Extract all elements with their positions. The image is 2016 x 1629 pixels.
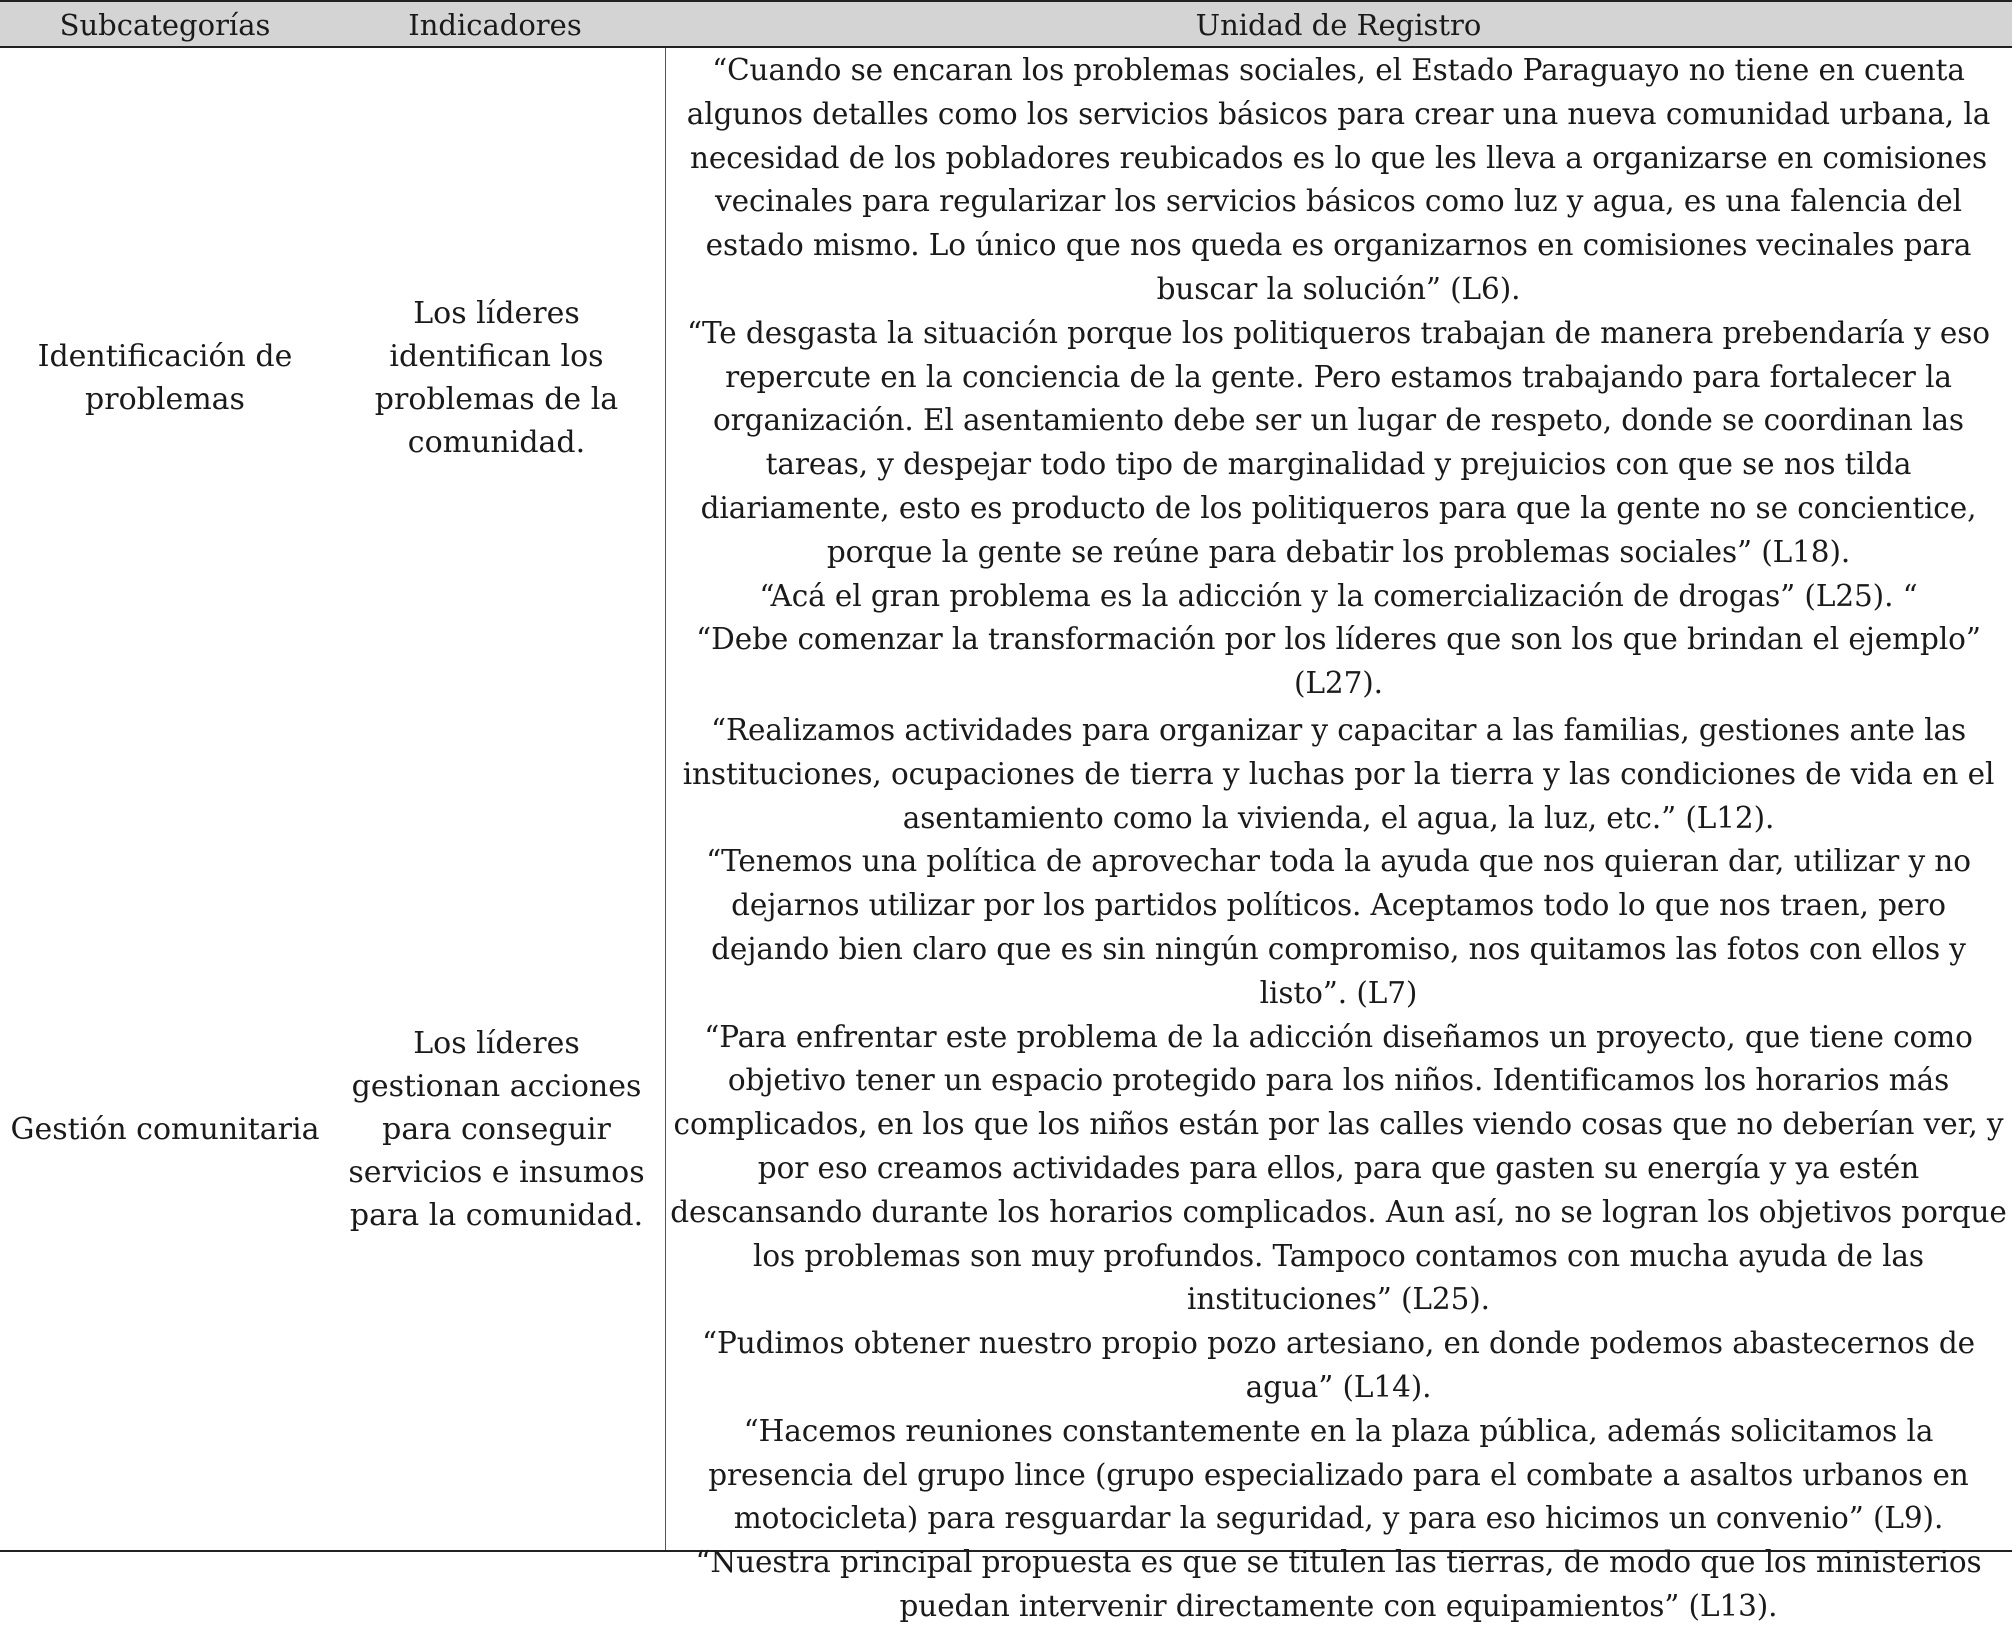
indicador-cell (330, 48, 663, 708)
registro-quote: “Debe comenzar la transformación por los líderes que son los que brindan el ejemplo” (L27). (696, 622, 1981, 701)
registro-quote: “Cuando se encaran los problemas sociales, el Estado Paraguayo no tiene en cuenta algunos detalles como los servicios básicos para crear una nueva comunidad urbana, la necesidad de los pobladores reubicados es lo que les lleva a organizarse en comisiones vecinales para regularizar los servicios básicos como luz y agua, es una falencia del estado mismo. Lo único que nos queda es organizarnos en comisiones vecinales para buscar la solución” (L6). (686, 53, 1991, 306)
header-unidad-de-registro: Unidad de Registro (1195, 8, 1482, 42)
header-subcategorias: Subcategorías (59, 8, 271, 42)
indicador-text: Los líderes identifican los problemas de la comunidad. (374, 296, 619, 460)
registro-quote: “Te desgasta la situación porque los politiqueros trabajan de manera prebendaría y eso repercute en la conciencia de la gente. Pero estamos trabajando para fortalecer la organización. El asentamiento debe ser un lugar de respeto, donde se coordinan las tareas, y despejar todo tipo de marginalidad y prejuicios con que se nos tilda diariamente, esto es producto de los politiqueros para que la gente no se concientice, porque la gente se reúne para debatir los problemas sociales” (L18). (687, 315, 1990, 569)
indicador-cell (330, 708, 663, 1550)
registro-quote: “Tenemos una política de aprovechar toda la ayuda que nos quieran dar, utilizar y no dejarnos utilizar por los partidos políticos. Aceptamos todo lo que nos traen, pero dejando bien claro que es sin ningún compromiso, nos quitamos las fotos con ellos y listo”. (L7) (706, 844, 1971, 1010)
registro-quote: “Nuestra principal propuesta es que se titulen las tierras, de modo que los ministerios puedan intervenir directamente con equipamientos” (L13). (695, 1545, 1982, 1623)
subcategoria-text: Gestión comunitaria (10, 1111, 320, 1147)
table-row (0, 48, 2012, 708)
registro-quote: “Pudimos obtener nuestro propio pozo artesiano, en donde podemos abastecernos de agua” (L14). (702, 1326, 1975, 1404)
registro-quote: “Realizamos actividades para organizar y capacitar a las familias, gestiones ante las instituciones, ocupaciones de tierra y luchas por la tierra y las condiciones de vida en el asentamiento como la vivienda, el agua, la luz, etc.” (L12). (682, 713, 1995, 835)
subcategoria-cell (0, 708, 330, 1550)
table-header (0, 0, 2012, 48)
registro-quote: “Hacemos reuniones constantemente en la plaza pública, además solicitamos la presencia del grupo lince (grupo especializado para el combate a asaltos urbanos en motocicleta) para resguardar la seguridad, y para eso hicimos un convenio” (L9). (708, 1413, 1969, 1536)
indicador-text: Los líderes gestionan acciones para conseguir servicios e insumos para la comunidad. (348, 1025, 645, 1233)
header-indicadores: Indicadores (408, 8, 582, 42)
table-row (0, 708, 2012, 1623)
registro-quote: “Acá el gran problema es la adicción y la comercialización de drogas” (L25). “ (759, 578, 1918, 613)
subcategoria-cell (0, 48, 330, 708)
registro-cell (665, 48, 2012, 708)
subcategoria-text: Identificación de problemas (37, 339, 293, 417)
registro-quote: “Para enfrentar este problema de la adicción diseñamos un proyecto, que tiene como objetivo tener un espacio protegido para los niños. Identificamos los horarios más complicados, en los que los niños están por las calles viendo cosas que no deberían ver, y por eso creamos actividades para ellos, para que gasten su energía y ya estén descansando durante los horarios complicados. Aun así, no se logran los objetivos porque los problemas son muy profundos. Tampoco contamos con mucha ayuda de las instituciones” (L25). (670, 1019, 2007, 1317)
registro-cell (665, 708, 2012, 1623)
